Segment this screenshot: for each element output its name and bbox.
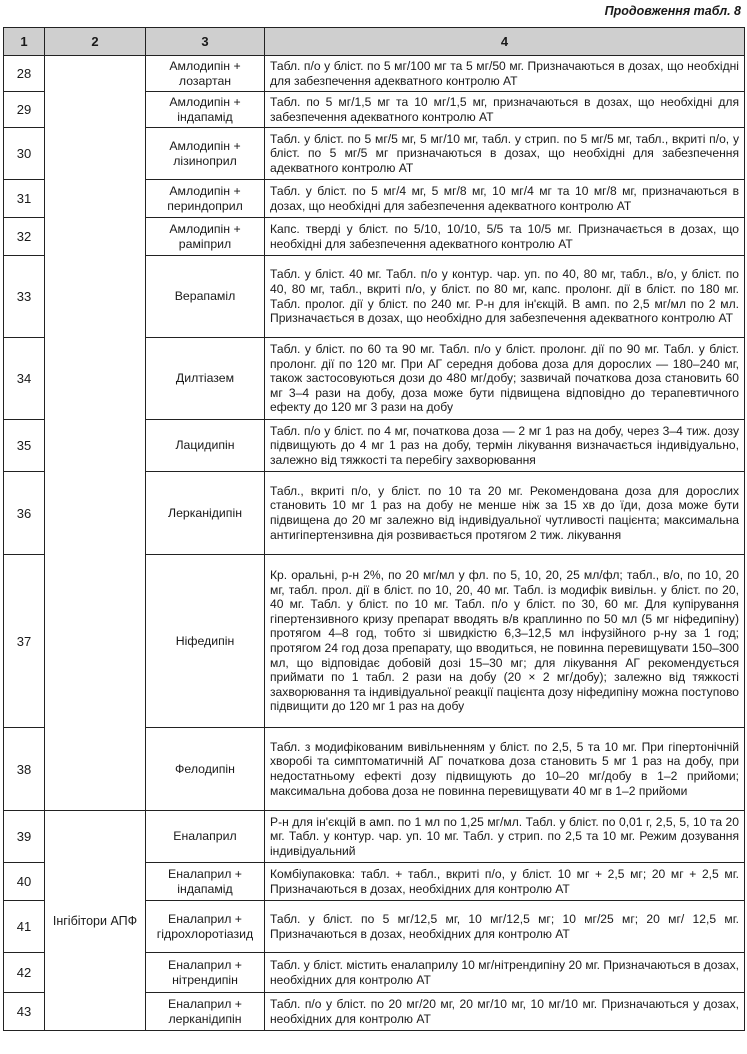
drug-name: Еналаприл bbox=[146, 811, 265, 863]
drug-name: Фелодипін bbox=[146, 728, 265, 811]
column-header-1: 1 bbox=[4, 28, 45, 56]
column-header-2: 2 bbox=[45, 28, 146, 56]
drug-name: Верапаміл bbox=[146, 256, 265, 338]
drug-description: Табл. у бліст. по 5 мг/4 мг, 5 мг/8 мг, 10 мг/4 мг та 10 мг/8 мг, призначаються в дозах, що необхідні для забезпечення адекватного контролю АТ bbox=[265, 180, 745, 218]
row-number: 35 bbox=[4, 420, 45, 472]
drug-table bbox=[3, 27, 745, 1031]
drug-description: Табл. п/о у бліст. по 20 мг/20 мг, 20 мг/10 мг, 10 мг/10 мг. Призначаються у дозах, необхідних для контролю АТ bbox=[265, 993, 745, 1031]
drug-name: Еналаприл + гідрохлоротіазид bbox=[146, 901, 265, 953]
column-header-4: 4 bbox=[265, 28, 745, 56]
row-number: 31 bbox=[4, 180, 45, 218]
group-cell-ace-inhibitors: Інгібітори АПФ bbox=[45, 811, 146, 1031]
drug-description: Табл. п/о у бліст. по 5 мг/100 мг та 5 мг/50 мг. Призначаються в дозах, що необхідні для забезпечення адекватного контролю АТ bbox=[265, 56, 745, 92]
drug-name: Амлодипін + раміприл bbox=[146, 218, 265, 256]
drug-description: Табл. у бліст. містить еналаприлу 10 мг/нітрендипіну 20 мг. Призначаються в дозах, необхідних для контролю АТ bbox=[265, 953, 745, 993]
row-number: 33 bbox=[4, 256, 45, 338]
drug-description: Табл. у бліст. по 60 та 90 мг. Табл. п/о у бліст. пролонг. дії по 90 мг. Табл. у бліст. пролонг. дії по 120 мг. При АГ середня добова доза для дорослих — 180–240 мг, також застосовуються дози до 480 мг/добу; зазвичай початкова доза становить 60 мг 3–4 рази на добу, доза може бути підвищена відповідно до терапевтичного ефекту до 120 мг 3 рази на добу bbox=[265, 338, 745, 420]
drug-description: Табл. у бліст. по 5 мг/12,5 мг, 10 мг/12,5 мг; 10 мг/25 мг; 20 мг/ 12,5 мг. Призначаються в дозах, необхідних для контролю АТ bbox=[265, 901, 745, 953]
column-header-3: 3 bbox=[146, 28, 265, 56]
drug-name: Еналаприл + індапамід bbox=[146, 863, 265, 901]
table-row bbox=[4, 811, 745, 863]
row-number: 37 bbox=[4, 555, 45, 728]
row-number: 36 bbox=[4, 472, 45, 555]
drug-name: Дилтіазем bbox=[146, 338, 265, 420]
drug-name: Еналаприл + лерканідипін bbox=[146, 993, 265, 1031]
row-number: 30 bbox=[4, 128, 45, 180]
drug-name: Амлодипін + індапамід bbox=[146, 92, 265, 128]
header-row bbox=[4, 28, 745, 56]
drug-name: Амлодипін + лозартан bbox=[146, 56, 265, 92]
drug-description: Кр. оральні, р-н 2%, по 20 мг/мл у фл. по 5, 10, 20, 25 мл/фл; табл., в/о, по 10, 20 мг, табл. прол. дії в бліст. по 10, 20, 40 мг. Табл. із модифік вивільн. у бліст. по 20, 40 мг. Табл. у бліст. по 10 мг. Табл. п/о у бліст. по 30, 60 мг. Для купірування гіпертензивного кризу препарат вводять в/в краплинно по 50 мл (5 мг ніфедипіну) протягом 4–8 год, тобто зі швидкістю 6,3–12,5 мл інфузійного р-ну за 1 год; протягом 24 год доза препарату, що вводиться, не повинна перевищувати 150–300 мл, що відповідає добовій дозі 15–30 мг; для лікування АГ рекомендується приймати по 1 табл. 2 рази на добу (20 × 2 мг/добу); залежно від тяжкості захворювання та індивідуальної реакції пацієнта дозу ніфедипіну можна поступово підвищити до 120 мг 1 раз на добу bbox=[265, 555, 745, 728]
row-number: 42 bbox=[4, 953, 45, 993]
row-number: 41 bbox=[4, 901, 45, 953]
row-number: 39 bbox=[4, 811, 45, 863]
drug-name: Амлодипін + лізиноприл bbox=[146, 128, 265, 180]
drug-description: Табл. п/о у бліст. по 4 мг, початкова доза — 2 мг 1 раз на добу, через 3–4 тиж. дозу підвищують до 4 мг 1 раз на добу, термін лікування визначається індивідуально, залежно від тяжкості та перебігу захворювання bbox=[265, 420, 745, 472]
drug-description: Табл. у бліст. 40 мг. Табл. п/о у контур. чар. уп. по 40, 80 мг, табл., в/о, у бліст. по 40, 80 мг, табл., вкриті п/о, у бліст. по 80 мг, капс. пролонг. дії в бліст. по 180 мг. Табл. пролог. дії у бліст. по 240 мг. Р-н для ін'єкцій. В амп. по 2,5 мг/мл по 2 мл. Призначається в дозах, що необхідно для забезпечення адекватного контролю АТ bbox=[265, 256, 745, 338]
drug-description: Табл., вкриті п/о, у бліст. по 10 та 20 мг. Рекомендована доза для дорослих становить 10 мг 1 раз на добу не менше ніж за 15 хв до їди, доза може бути підвищена до 20 мг залежно від індивідуальної чутливості пацієнта; максимальна антигіпертензивна дія розвивається протягом 2 тиж. лікування bbox=[265, 472, 745, 555]
row-number: 29 bbox=[4, 92, 45, 128]
drug-description: Табл. з модифікованим вивільненням у бліст. по 2,5, 5 та 10 мг. При гіпертонічній хворобі та симптоматичній АГ початкова доза становить 5 мг 1 раз на добу, при недостатньому ефекті дозу підвищують до 10–20 мг/добу в 1–2 прийоми; максимальна добова доза не повинна перевищувати 40 мг в 1–2 прийоми bbox=[265, 728, 745, 811]
drug-name: Лерканідипін bbox=[146, 472, 265, 555]
row-number: 28 bbox=[4, 56, 45, 92]
drug-name: Ніфедипін bbox=[146, 555, 265, 728]
drug-name: Амлодипін + периндоприл bbox=[146, 180, 265, 218]
row-number: 34 bbox=[4, 338, 45, 420]
row-number: 32 bbox=[4, 218, 45, 256]
row-number: 40 bbox=[4, 863, 45, 901]
drug-description: Табл. у бліст. по 5 мг/5 мг, 5 мг/10 мг, табл. у стрип. по 5 мг/5 мг, табл., вкриті п/о, у бліст. по 5 мг/5 мг призначаються в дозах, що необхідні для забезпечення адекватного контролю АТ bbox=[265, 128, 745, 180]
drug-description: Р-н для ін'єкцій в амп. по 1 мл по 1,25 мг/мл. Табл. у бліст. по 0,01 г, 2,5, 5, 10 та 20 мг. Табл. у контур. чар. уп. 10 мг. Табл. у стрип. по 2,5 та 10 мг. Режим дозування індивідуальний bbox=[265, 811, 745, 863]
drug-name: Еналаприл + нітрендипін bbox=[146, 953, 265, 993]
table-continuation-caption: Продовження табл. 8 bbox=[604, 4, 741, 18]
drug-description: Табл. по 5 мг/1,5 мг та 10 мг/1,5 мг, призначаються в дозах, що необхідні для забезпечення адекватного контролю АТ bbox=[265, 92, 745, 128]
drug-name: Лацидипін bbox=[146, 420, 265, 472]
table-row bbox=[4, 56, 745, 92]
drug-description: Капс. тверді у бліст. по 5/10, 10/10, 5/5 та 10/5 мг. Призначається в дозах, що необхідні для забезпечення адекватного контролю АТ bbox=[265, 218, 745, 256]
group-cell-empty bbox=[45, 56, 146, 811]
row-number: 43 bbox=[4, 993, 45, 1031]
row-number: 38 bbox=[4, 728, 45, 811]
drug-description: Комбіупаковка: табл. + табл., вкриті п/о, у бліст. 10 мг + 2,5 мг; 20 мг + 2,5 мг. Призначаються в дозах, необхідних для контролю АТ bbox=[265, 863, 745, 901]
